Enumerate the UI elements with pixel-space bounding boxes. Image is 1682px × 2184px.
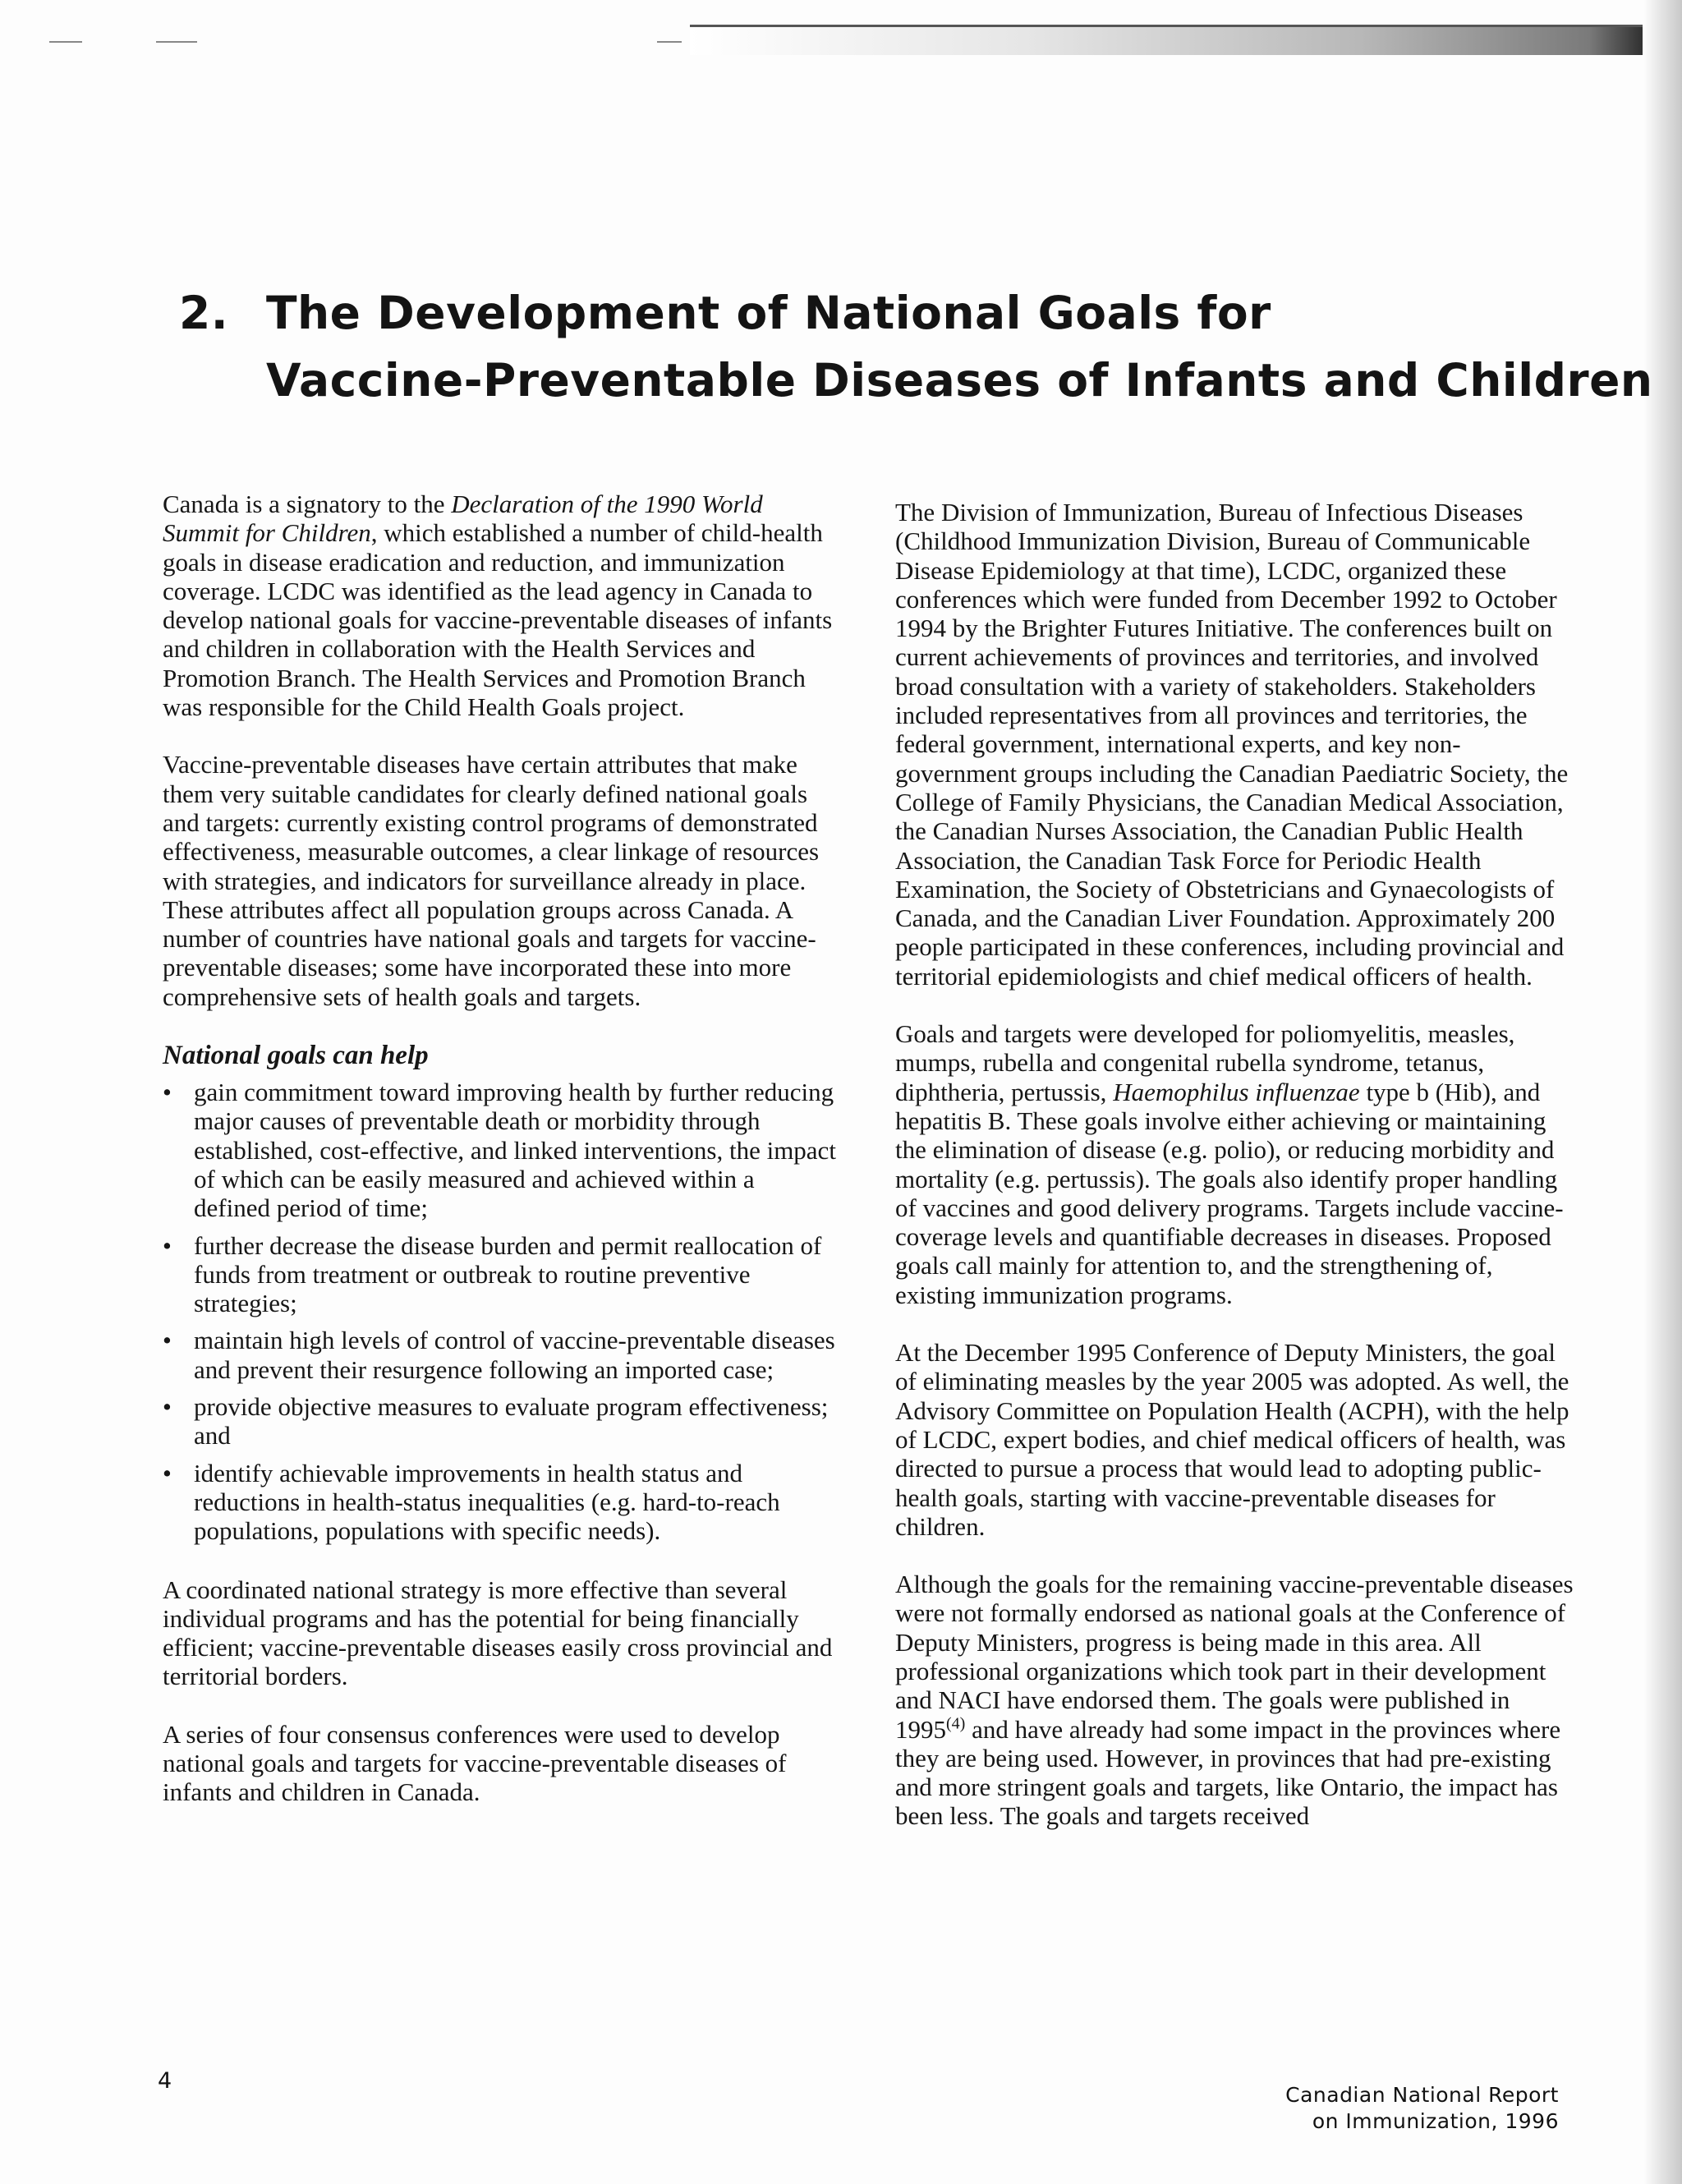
bullet-icon: • xyxy=(163,1326,172,1355)
bullet-icon: • xyxy=(163,1392,172,1422)
bullet-icon: • xyxy=(163,1078,172,1107)
scan-artifact-dash xyxy=(49,41,82,43)
footer-line-1: Canadian National Report xyxy=(1285,2083,1559,2107)
list-item: • gain commitment toward improving health by further reducing major causes of preventable death or morbidity through established, cost-effective, and linked interventions, the impact of which can be easily measured and achieved within a defined period of time; xyxy=(163,1078,836,1223)
footer-line-2: on Immunization, 1996 xyxy=(1312,2109,1559,2133)
page-number: 4 xyxy=(158,2068,172,2094)
paragraph: At the December 1995 Conference of Deputy Ministers, the goal of eliminating measles by the year 2005 was adopted. As well, the Advisory Committee on Population Health (ACPH), with the help of LCDC, expert bodies, and chief medical officers of health, was directed to pursue a process that would lead to adopting public-health goals, starting with vaccine-preventable diseases for children. xyxy=(895,1338,1569,1541)
scan-artifact-bar xyxy=(690,25,1647,55)
bullet-list xyxy=(163,1078,836,1545)
scan-artifact-dash xyxy=(657,41,682,43)
paragraph: A series of four consensus conferences were used to develop national goals and targets for vaccine-preventable diseases of infants and children in Canada. xyxy=(163,1719,787,1807)
declaration-title: Declaration of the 1990 World Summit for Children xyxy=(163,490,763,548)
bullet-icon: • xyxy=(163,1230,172,1260)
paragraph: Goals and targets were developed for poliomyelitis, measles, mumps, rubella and congenital rubella syndrome, tetanus, diphtheria, pertussis, Haemophilus influenzae type b (Hib), and hepatitis B. These goals involve either achieving or maintaining the elimination of disease (e.g. polio), or reducing morbidity and mortality (e.g. pertussis). The goals also identify proper handling of vaccines and good delivery programs. Targets include vaccine-coverage levels and quantifiable decreases in diseases. Proposed goals call mainly for attention to, and the strengthening of, existing immunization programs. xyxy=(895,1019,1564,1309)
paragraph: Vaccine-preventable diseases have certain attributes that make them very suitable candidates for clearly defined national goals and targets: currently existing control programs of demonstrated effectiveness, measurable outcomes, a clear linkage of resources with strategies, and indicators for surveillance already in place. These attributes affect all population groups across Canada. A number of countries have national goals and targets for vaccine-preventable diseases; some have incorporated these into more comprehensive sets of health goals and targets. xyxy=(163,750,820,1011)
left-column xyxy=(163,490,836,1836)
subheading: National goals can help xyxy=(163,1041,429,1071)
list-item: • identify achievable improvements in health status and reductions in health-status inequalities (e.g. hard-to-reach populations, populations with specific needs). xyxy=(163,1458,780,1546)
right-column xyxy=(895,498,1577,1860)
paragraph: A coordinated national strategy is more effective than several individual programs and has the potential for being financially efficient; vaccine-preventable diseases easily cross provincial and territorial borders. xyxy=(163,1575,833,1691)
running-footer xyxy=(1285,2082,1559,2135)
section-title-line-2: Vaccine-Preventable Diseases of Infants and Children xyxy=(266,354,1653,407)
bullet-icon: • xyxy=(163,1458,172,1487)
list-item: • maintain high levels of control of vaccine-preventable diseases and prevent their resurgence following an imported case; xyxy=(163,1326,835,1384)
scan-artifact-dash xyxy=(156,41,197,43)
section-title-line-1: The Development of National Goals for xyxy=(266,287,1271,339)
list-item: • further decrease the disease burden and permit reallocation of funds from treatment or outbreak to routine preventive strategies; xyxy=(163,1230,822,1318)
section-number: 2. xyxy=(179,287,229,339)
paragraph: The Division of Immunization, Bureau of Infectious Diseases (Childhood Immunization Division, Bureau of Communicable Disease Epidemiology at that time), LCDC, organized these conferences which were funded from December 1992 to October 1994 by the Brighter Futures Initiative. The conferences built on current achievements of provinces and territories, and involved broad consultation with a variety of stakeholders. Stakeholders included representatives from all provinces and territories, the federal government, international experts, and key non-government groups including the Canadian Paediatric Society, the College of Family Physicians, the Canadian Medical Association, the Canadian Nurses Association, the Canadian Public Health Association, the Canadian Task Force for Periodic Health Examination, the Society of Obstetricians and Gynaecologists of Canada, and the Canadian Liver Foundation. Approximately 200 people participated in these conferences, including provincial and territorial epidemiologists and chief medical officers of health. xyxy=(895,498,1569,991)
list-item: • provide objective measures to evaluate program effectiveness; and xyxy=(163,1392,829,1451)
citation-reference: (4) xyxy=(946,1714,966,1733)
paragraph: Although the goals for the remaining vaccine-preventable diseases were not formally endorsed as national goals at the Conference of Deputy Ministers, progress is being made in this area. All professional organizations which took part in their development and NACI have endorsed them. The goals were published in 1995$^{(4)}$ and have already had some impact in the provinces where they are being used. However, in provinces that had pre-existing and more stringent goals and targets, like Ontario, the impact has been less. The goals and targets received xyxy=(895,1570,1574,1831)
paragraph: Canada is a signatory to the Declaration of the 1990 World Summit for Children, which established a number of child-health goals in disease eradication and reduction, and immunization coverage. LCDC was identified as the lead agency in Canada to develop national goals for vaccine-preventable diseases of infants and children in collaboration with the Health Services and Promotion Branch. The Health Services and Promotion Branch was responsible for the Child Health Goals project. xyxy=(163,490,833,722)
species-name: Haemophilus influenzae xyxy=(1113,1077,1360,1106)
